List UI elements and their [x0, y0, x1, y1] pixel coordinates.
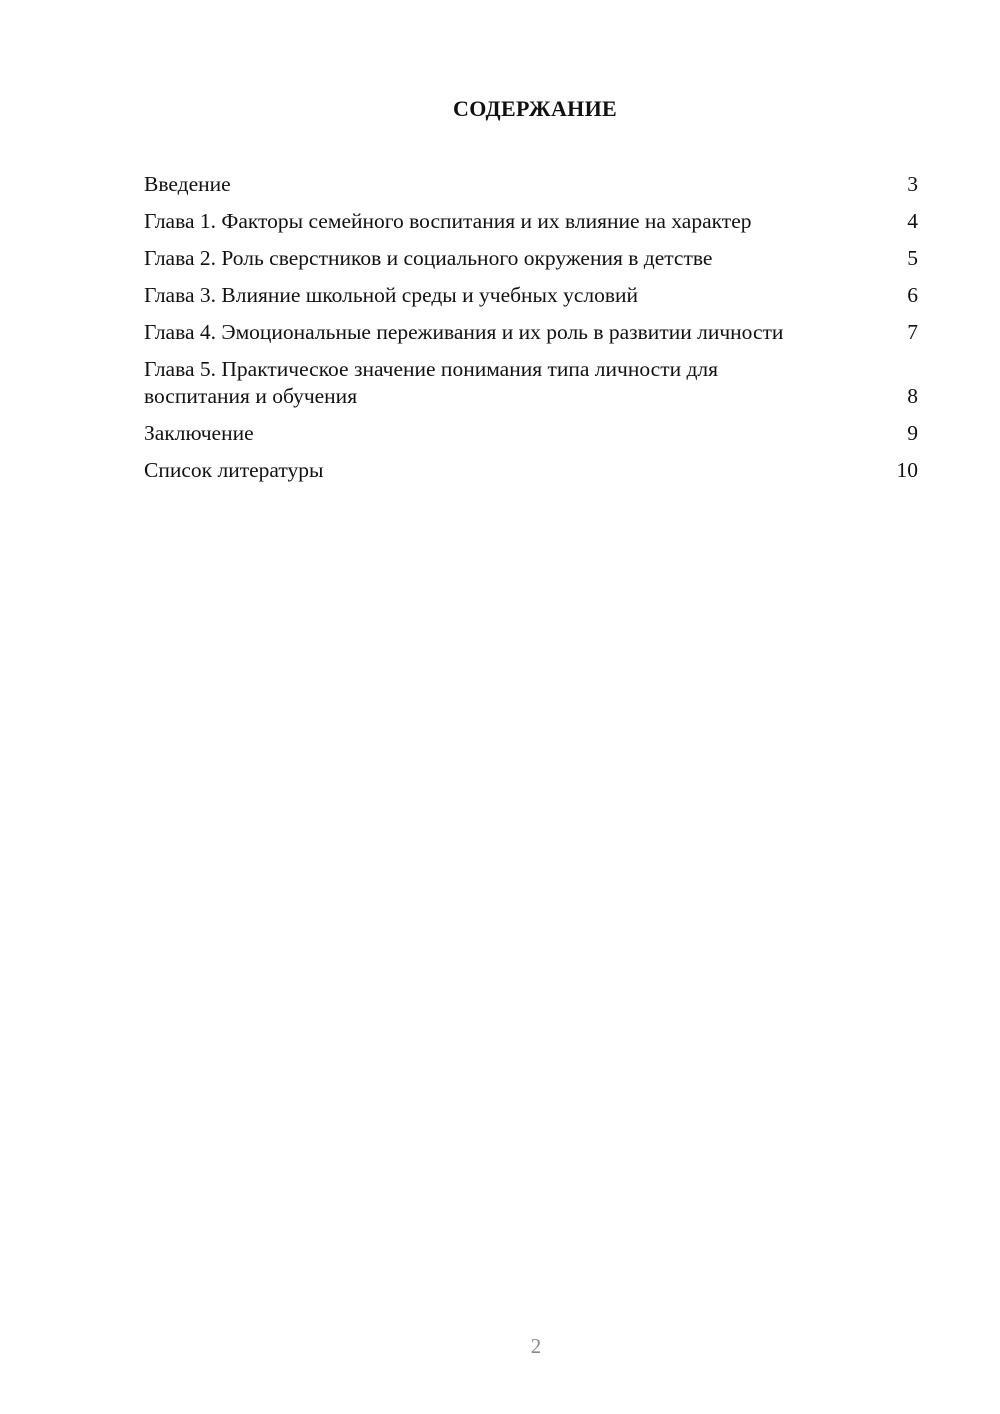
- table-of-contents: [144, 171, 920, 494]
- page-number: 2: [530, 1334, 542, 1358]
- toc-entry-text: Глава 2. Роль сверстников и социального окружения в детстве: [144, 246, 713, 270]
- toc-entry-text: Глава 3. Влияние школьной среды и учебных условий: [144, 283, 639, 307]
- toc-entry-introduction[interactable]: [144, 171, 920, 198]
- toc-entry-chapter-2[interactable]: [144, 245, 920, 272]
- toc-entry-page: 10: [896, 458, 918, 482]
- toc-entry-references[interactable]: [144, 457, 920, 484]
- toc-entry-chapter-5[interactable]: [144, 356, 920, 410]
- toc-entry-text: Список литературы: [144, 458, 324, 482]
- toc-entry-text: Глава 5. Практическое значение понимания типа личности для воспитания и обучения: [144, 357, 719, 408]
- toc-entry-text: Глава 1. Факторы семейного воспитания и их влияние на характер: [144, 209, 752, 233]
- toc-entry-page: 8: [907, 384, 918, 408]
- toc-entry-text: Заключение: [144, 421, 254, 445]
- toc-entry-page: 5: [907, 246, 918, 270]
- toc-entry-conclusion[interactable]: [144, 420, 920, 447]
- toc-entry-chapter-4[interactable]: [144, 319, 920, 346]
- toc-entry-text: Глава 4. Эмоциональные переживания и их роль в развитии личности: [144, 320, 784, 344]
- toc-entry-page: 4: [907, 209, 918, 233]
- toc-entry-page: 3: [907, 172, 918, 196]
- page-title: СОДЕРЖАНИЕ: [453, 96, 617, 121]
- toc-entry-chapter-3[interactable]: [144, 282, 920, 309]
- toc-entry-text: Введение: [144, 172, 231, 196]
- toc-entry-page: 7: [907, 320, 918, 344]
- toc-entry-chapter-1[interactable]: [144, 208, 920, 235]
- toc-entry-page: 9: [907, 421, 918, 445]
- toc-entry-page: 6: [907, 283, 918, 307]
